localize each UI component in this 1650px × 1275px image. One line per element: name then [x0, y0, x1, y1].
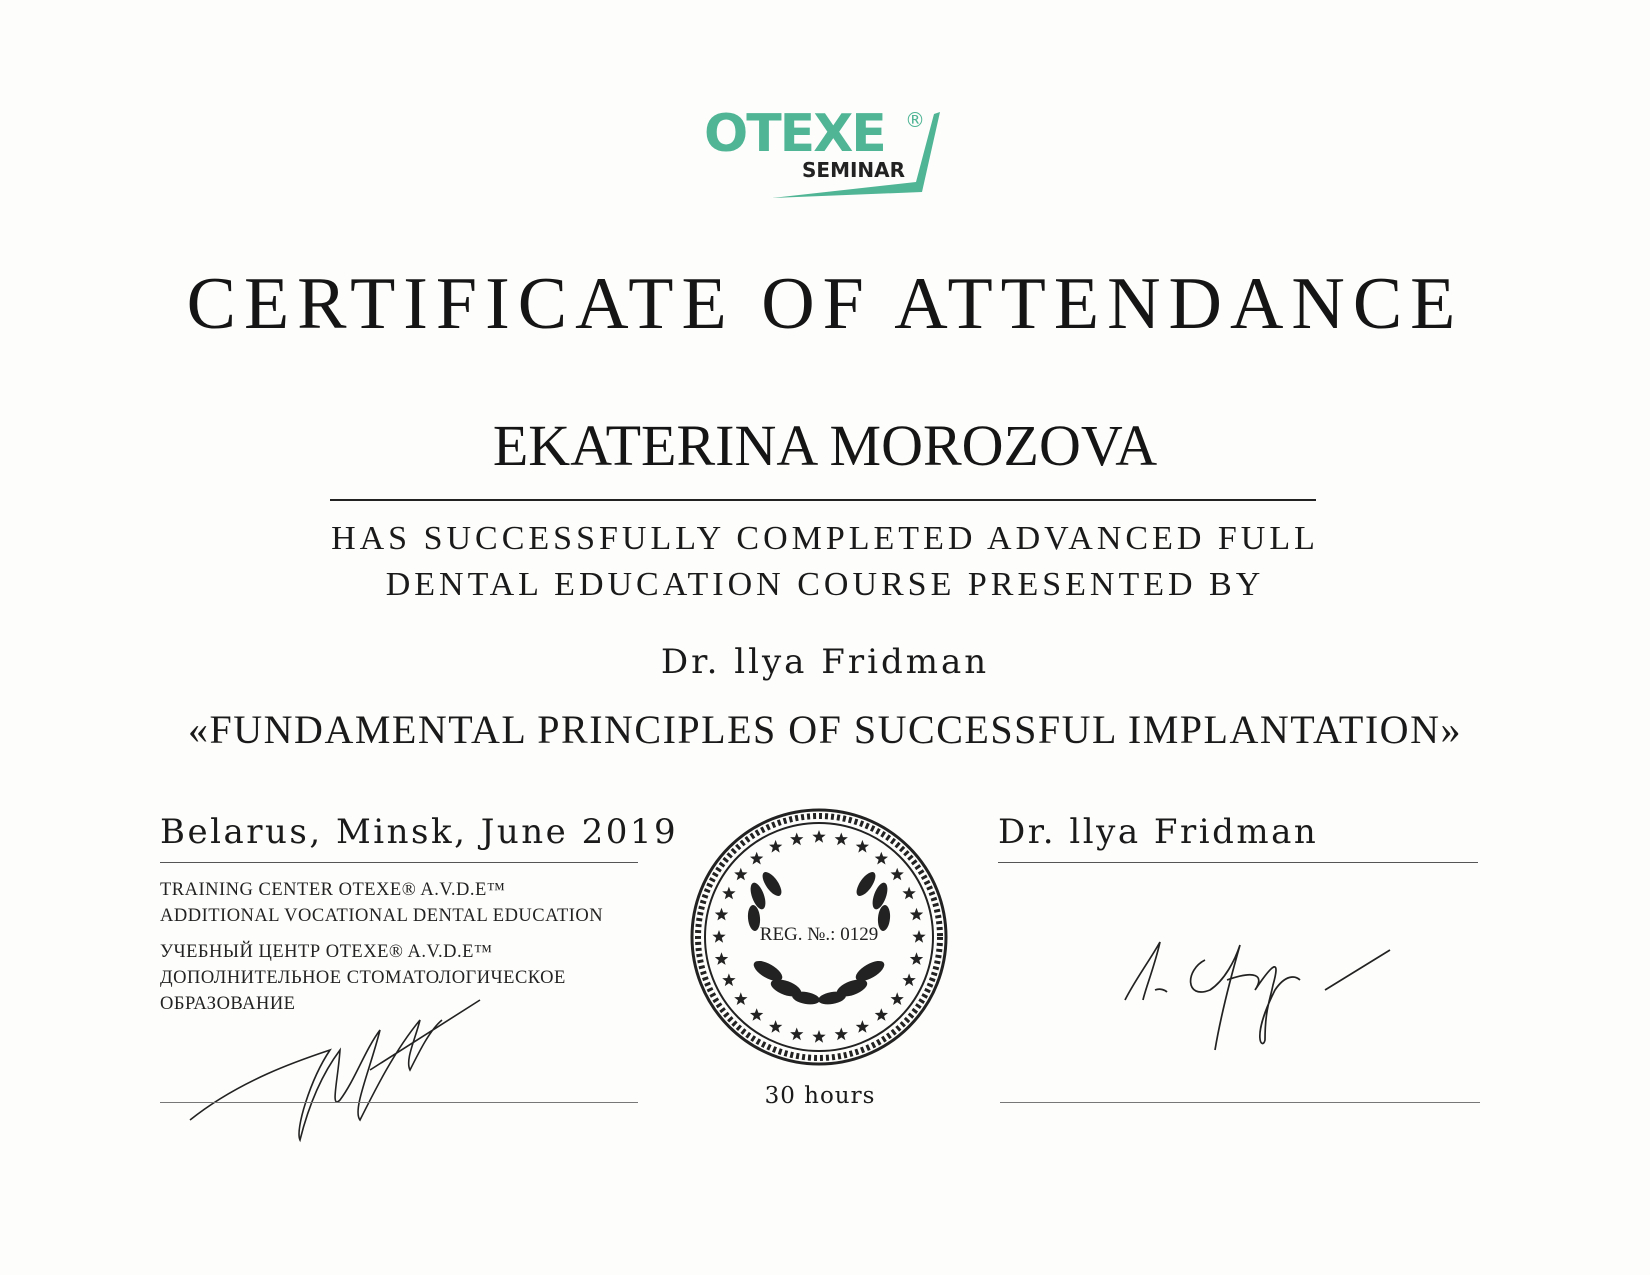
seal-star	[790, 833, 803, 846]
registration-number: REG. №.: 0129	[759, 924, 879, 945]
course-title: «FUNDAMENTAL PRINCIPLES OF SUCCESSFUL IMPLANTATION»	[188, 707, 1462, 752]
training-center-line-5: ОБРАЗОВАНИЕ	[160, 994, 296, 1014]
seal-star	[875, 852, 888, 865]
seal-star	[875, 1008, 888, 1021]
otexe-logo	[690, 100, 950, 210]
left-signature-line	[160, 1102, 638, 1103]
place-underline	[160, 862, 638, 863]
seal-star	[715, 952, 728, 965]
left-signature	[180, 990, 500, 1150]
logo-brand: OTEXE	[704, 104, 885, 164]
course-hours: 30 hours	[764, 1083, 876, 1109]
seal-star	[715, 908, 728, 921]
right-signature	[1115, 930, 1405, 1060]
seal-star	[790, 1028, 803, 1041]
seal-star	[769, 840, 782, 853]
seal-star	[734, 868, 747, 881]
seal-star	[891, 868, 904, 881]
logo-subtitle: SEMINAR	[802, 158, 906, 182]
logo-registered: ®	[905, 108, 925, 132]
seal-star	[835, 1028, 848, 1041]
signer-name: Dr. llya Fridman	[998, 812, 1319, 852]
seal-star	[891, 992, 904, 1005]
training-center-line-3: УЧЕБНЫЙ ЦЕНТР OTEXE® A.V.D.E™	[160, 942, 493, 962]
presenter-name: Dr. llya Fridman	[660, 642, 990, 682]
place-date: Belarus, Minsk, June 2019	[160, 812, 679, 852]
seal-star	[835, 833, 848, 846]
seal-star	[902, 887, 915, 900]
seal-star	[722, 973, 735, 986]
seal-star	[722, 887, 735, 900]
name-underline	[330, 499, 1316, 501]
seal-star	[750, 1008, 763, 1021]
seal-star	[812, 830, 825, 843]
seal-star	[750, 852, 763, 865]
seal-star	[812, 1030, 825, 1043]
seal-star	[734, 992, 747, 1005]
description-line-2: DENTAL EDUCATION COURSE PRESENTED BY	[385, 566, 1265, 603]
description-line-1: HAS SUCCESSFULLY COMPLETED ADVANCED FULL	[331, 520, 1319, 557]
certificate-title: CERTIFICATE OF ATTENDANCE	[186, 263, 1464, 345]
description	[0, 516, 1650, 608]
training-center-line-4: ДОПОЛНИТЕЛЬНОЕ СТОМАТОЛОГИЧЕСКОЕ	[160, 968, 566, 988]
seal-star	[769, 1020, 782, 1033]
training-center-line-2: ADDITIONAL VOCATIONAL DENTAL EDUCATION	[160, 906, 604, 926]
seal-star	[910, 952, 923, 965]
seal-star	[856, 1020, 869, 1033]
training-center-line-1: TRAINING CENTER OTEXE® A.V.D.E™	[160, 880, 506, 900]
seal-star	[856, 840, 869, 853]
seal-star	[902, 973, 915, 986]
registration-seal	[688, 806, 950, 1068]
seal-star	[910, 908, 923, 921]
right-signature-line	[1000, 1102, 1480, 1103]
recipient-name: EKATERINA MOROZOVA	[492, 413, 1158, 478]
signer-underline	[998, 862, 1478, 863]
